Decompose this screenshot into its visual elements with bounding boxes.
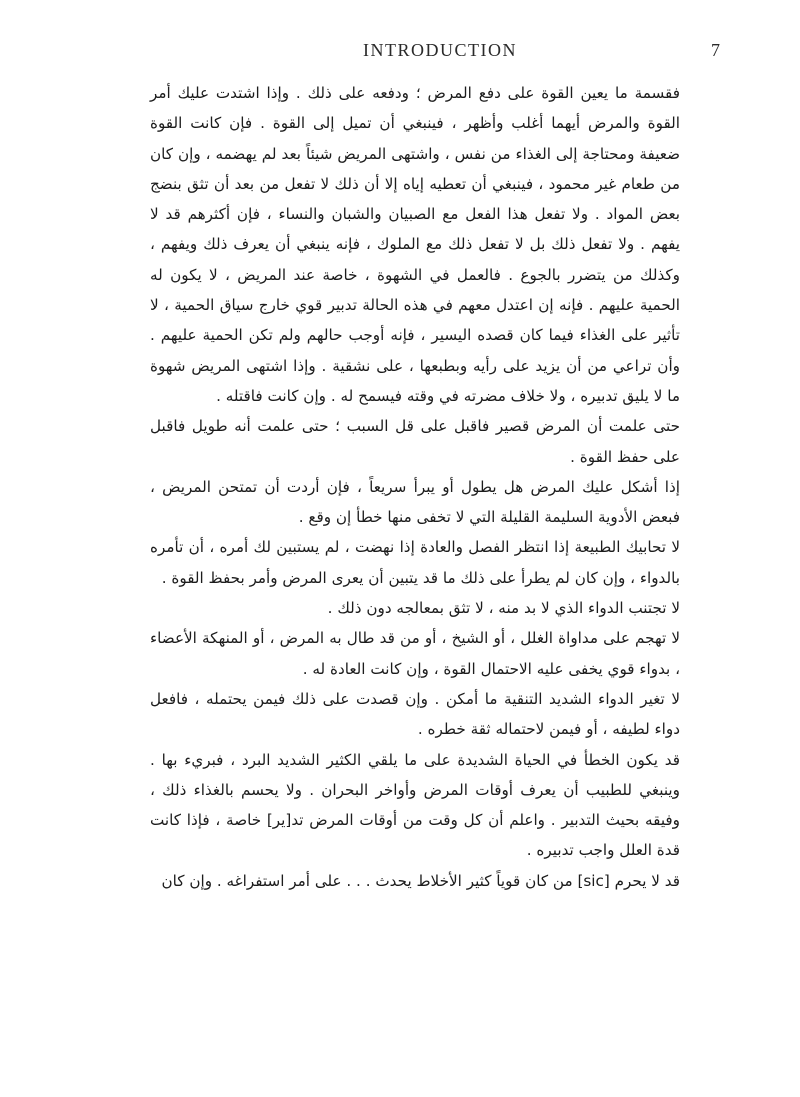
running-head [160, 40, 720, 66]
paragraph: فقسمة ما يعين القوة على دفع المرض ؛ ودفعه على ذلك . وإذا اشتدت عليك أمر القوة والمرض أيهما أغلب وأظهر ، فينبغي أن تميل إلى القوة . فإن كانت القوة ضعيفة ومحتاجة إلى الغذاء من نفس ، واشتهى المريض شيئاً بعد لم يهضمه ، وإن كان من طعام غير محمود ، فينبغي أن تعطيه إياه إلا أن ذلك لا تفعل من بعد أن تثق بنضج بعض المواد . ولا تفعل هذا الفعل مع الصبيان والشبان والنساء ، فإن أكثرهم قد لا يفهم . ولا تفعل ذلك بل لا تفعل ذلك مع الملوك ، فإنه ينبغي أن يعرف ذلك ويفهم ، وكذلك من يتضرر بالجوع . فالعمل في الشهوة ، خاصة عند المريض ، لا يكون له الحمية عليهم . فإنه إن اعتدل معهم في هذه الحالة تدبير قوي خارج سياق الحمية ، لا تأثير على الغذاء فيما كان قصده اليسير ، فإنه أوجب حالهم ولم تكن الحمية عليهم . وأن تراعي من أن يزيد على رأيه وبطبعها ، على نشقية . وإذا اشتهى المريض شهوة ما لا يليق تدبيره ، ولا خلاف مضرته في وقته فيسمح له . وإن كانت فاقتله . [150, 84, 680, 405]
paragraph: قد لا يحرم [sic] من كان قوياً كثير الأخلاط يحدث . . . على أمر استفراغه . وإن كان [161, 871, 680, 890]
arabic-body-text [150, 78, 680, 896]
paragraph: لا تهجم على مداواة الغلل ، أو الشيخ ، أو من قد طال به المرض ، أو المنهكة الأعضاء ، بدواء قوي يخفى عليه الاحتمال القوة ، وإن كانت العادة له . [150, 629, 680, 678]
running-title: INTRODUCTION [363, 40, 517, 60]
paragraph: لا تحابيك الطبيعة إذا انتظر الفصل والعادة إذا نهضت ، لم يستبين لك أمره ، أن تأمره بالدواء ، وإن كان لم يطرأ على ذلك ما قد يتبين أن يعرى المرض وأمر بحفظ القوة . [150, 538, 680, 587]
paragraph: لا تجتنب الدواء الذي لا بد منه ، لا تثق بمعالجه دون ذلك . [327, 599, 680, 618]
paragraph: حتى علمت أن المرض قصير فاقبل على قل السبب ؛ حتى علمت أنه طويل فاقبل على حفظ القوة . [150, 417, 680, 466]
page-number: 7 [711, 40, 720, 60]
paragraph: لا تغير الدواء الشديد التنقية ما أمكن . وإن قصدت على ذلك فيمن يحتمله ، فافعل دواء لطيفه ، أو فيمن لاحتماله ثقة خطره . [150, 689, 680, 739]
paragraph: قد يكون الخطأ في الحياة الشديدة على ما يلقي الكثير الشديد البرد ، فبريء بها . وينبغي للطبيب أن يعرف أوقات المرض وأواخر البحران . ولا يحسم بالغذاء ذلك ، وفيقه بحيث التدبير . واعلم أن كل وقت من أوقات المرض تد[ير] خاصة ، فإذا كانت قدة العلل واجب تدبيره . [150, 750, 680, 860]
paragraph: إذا أشكل عليك المرض هل يطول أو يبرأ سريعاً ، فإن أردت أن تمتحن المريض ، فبعض الأدوية السليمة القليلة التي لا تخفى منها خطأ إن وقع . [150, 477, 680, 527]
